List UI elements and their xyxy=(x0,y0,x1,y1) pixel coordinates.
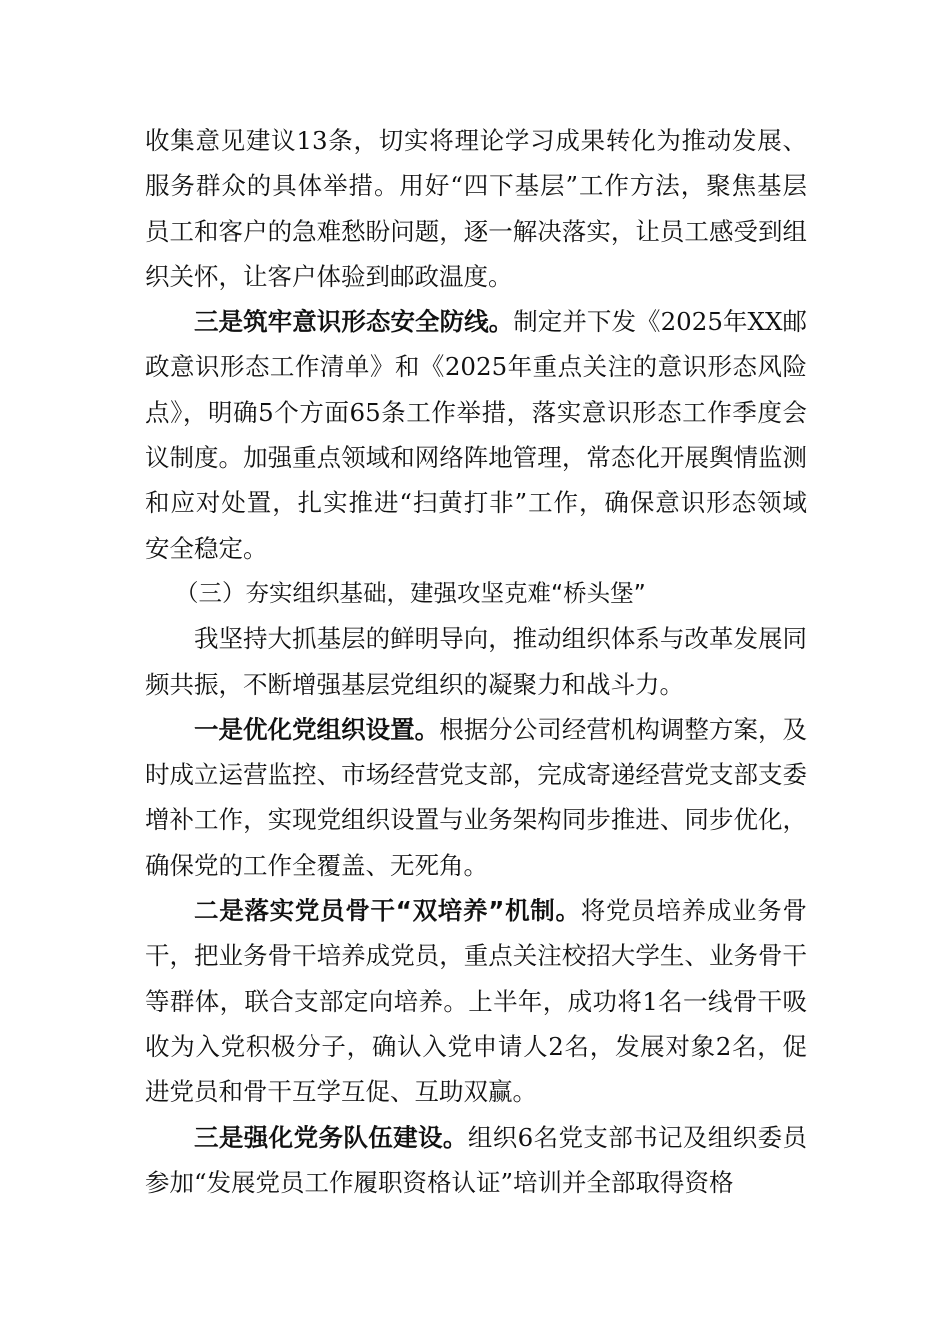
paragraph-lead: 三是筑牢意识形态安全防线。 xyxy=(194,307,514,337)
paragraph-intro xyxy=(145,616,807,707)
document-page xyxy=(145,118,807,1205)
paragraph-ideology-security xyxy=(145,299,807,571)
section-heading: （三）夯实组织基础，建强攻坚克难“桥头堡” xyxy=(175,578,646,607)
paragraph-lead: 三是强化党务队伍建设。 xyxy=(194,1122,468,1152)
paragraph-text: 根据分公司经营机构调整方案，及时成立运营监控、市场经营党支部，完成寄递经营党支部支委增补工作，实现党组织设置与业务架构同步推进、同步优化，确保党的工作全覆盖、无死角。 xyxy=(145,714,808,880)
paragraph-text: 将党员培养成业务骨干，把业务骨干培养成党员，重点关注校招大学生、业务骨干等群体，联合支部定向培养。上半年，成功将1名一线骨干吸收为入党积极分子，确认入党申请人2名，发展对象2名，促进党员和骨干互学互促、互助双赢。 xyxy=(145,896,807,1107)
paragraph-lead: 二是落实党员骨干“双培养”机制。 xyxy=(194,896,581,926)
paragraph-text: 组织6名党支部书记及组织委员参加“发展党员工作履职资格认证”培训并全部取得资格 xyxy=(145,1122,807,1197)
paragraph-optimize-org xyxy=(145,707,807,888)
paragraph-party-team xyxy=(145,1115,807,1206)
paragraph-lead: 一是优化党组织设置。 xyxy=(194,714,440,744)
paragraph-continuation xyxy=(145,118,807,299)
paragraph-text: 收集意见建议13条，切实将理论学习成果转化为推动发展、服务群众的具体举措。用好“四下基层”工作方法，聚焦基层员工和客户的急难愁盼问题，逐一解决落实，让员工感受到组织关怀，让客户体验到邮政温度。 xyxy=(145,126,807,291)
paragraph-text: 制定并下发《2025年XX邮政意识形态工作清单》和《2025年重点关注的意识形态风险点》，明确5个方面65条工作举措，落实意识形态工作季度会议制度。加强重点领域和网络阵地管理，常态化开展舆情监测和应对处置，扎实推进“扫黄打非”工作，确保意识形态领域安全稳定。 xyxy=(145,307,808,563)
paragraph-text: 我坚持大抓基层的鲜明导向，推动组织体系与改革发展同频共振，不断增强基层党组织的凝聚力和战斗力。 xyxy=(145,624,807,699)
paragraph-dual-training xyxy=(145,888,807,1114)
